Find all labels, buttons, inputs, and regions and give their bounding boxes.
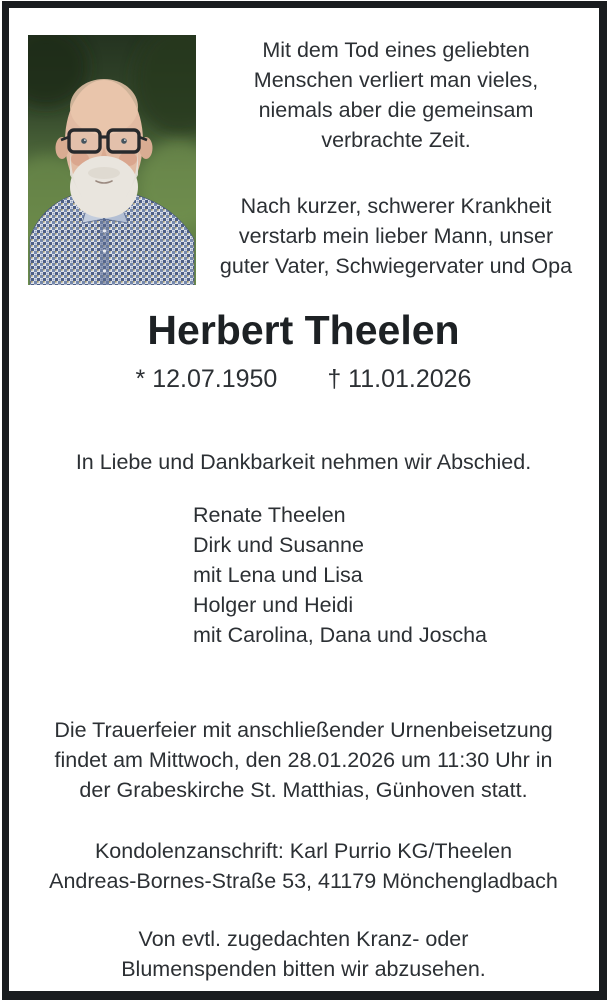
life-dates (0, 363, 607, 395)
birth-date: * 12.07.1950 (135, 365, 278, 393)
opening-verse (200, 35, 592, 155)
opening-line: Menschen verliert man vieles, (253, 68, 539, 92)
farewell-line: In Liebe und Dankbarkeit nehmen wir Abschied. (75, 450, 532, 474)
donation-note (30, 924, 577, 984)
condolence-line: Kondolenzanschrift: Karl Purrio KG/Theelen (94, 839, 513, 863)
mourner-line: mit Lena und Lisa (193, 563, 363, 587)
announcement-line: guter Vater, Schwiegervater und Opa (219, 254, 573, 278)
opening-line: niemals aber die gemeinsam (258, 98, 534, 122)
opening-line: Mit dem Tod eines geliebten (262, 38, 530, 62)
mourner-line: Renate Theelen (193, 503, 346, 527)
donation-line: Von evtl. zugedachten Kranz- oder (138, 927, 469, 951)
memorial-photo (28, 35, 196, 285)
condolence-address (30, 836, 577, 896)
death-date: † 11.01.2026 (327, 365, 472, 393)
funeral-info (30, 715, 577, 805)
mourner-line: Holger und Heidi (193, 593, 354, 617)
donation-line: Blumenspenden bitten wir abzusehen. (121, 957, 486, 981)
mourner-line: mit Carolina, Dana und Joscha (193, 623, 487, 647)
funeral-line: der Grabeskirche St. Matthias, Günhoven statt. (79, 778, 528, 802)
death-announcement (200, 191, 592, 281)
announcement-line: Nach kurzer, schwerer Krankheit (240, 194, 552, 218)
opening-line: verbrachte Zeit. (321, 128, 471, 152)
deceased-name: Herbert Theelen (147, 307, 460, 353)
condolence-line: Andreas-Bornes-Straße 53, 41179 Mönchengladbach (49, 869, 558, 893)
announcement-line: verstarb mein lieber Mann, unser (238, 224, 554, 248)
funeral-line: findet am Mittwoch, den 28.01.2026 um 11:30 Uhr in (54, 748, 553, 772)
mourner-line: Dirk und Susanne (193, 533, 364, 557)
mourners-list (193, 500, 487, 650)
portrait-illustration (28, 35, 196, 285)
funeral-line: Die Trauerfeier mit anschließender Urnenbeisetzung (54, 718, 553, 742)
